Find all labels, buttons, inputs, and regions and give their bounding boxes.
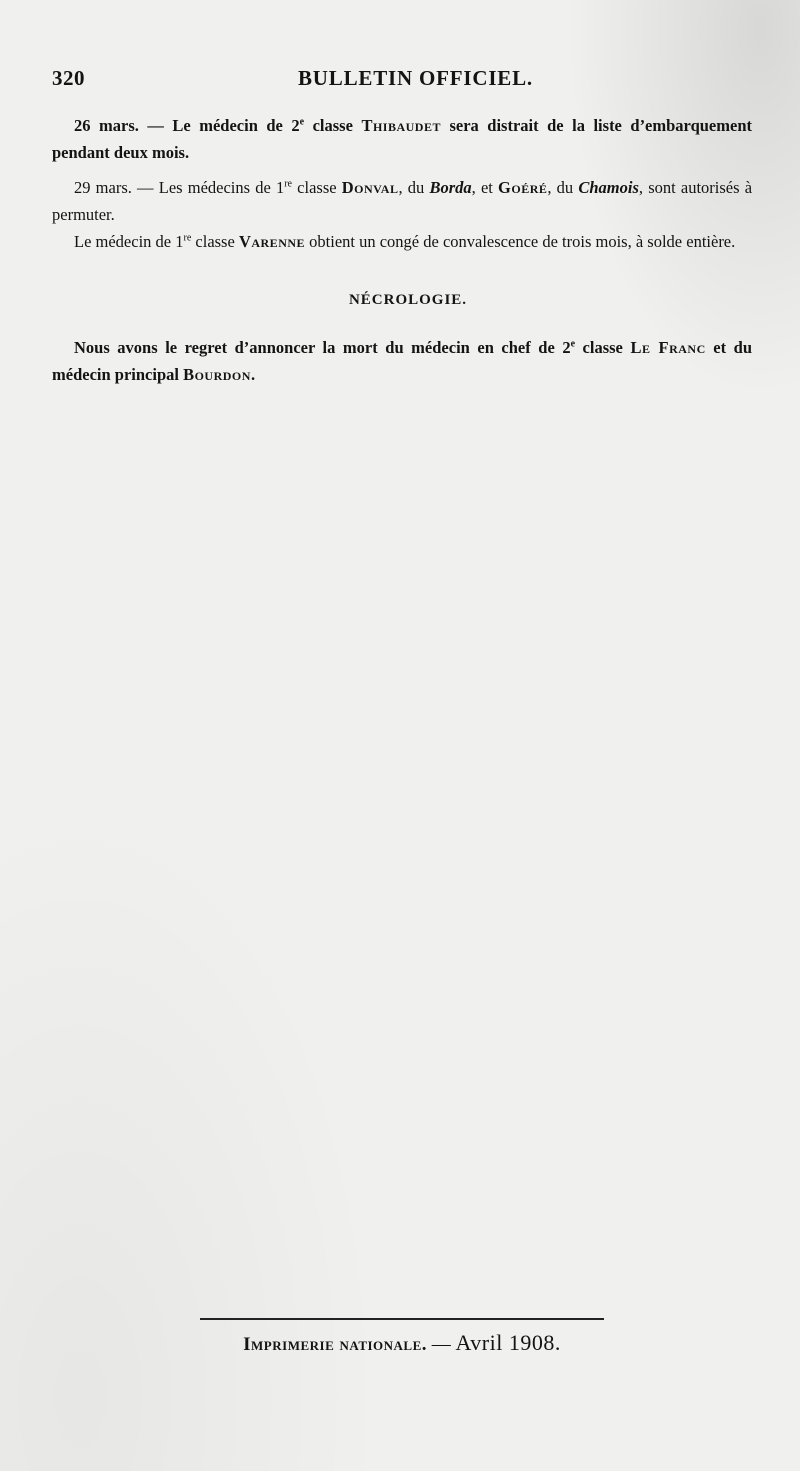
entry-text: obtient un congé de convalescence de trois mois, à solde entière. bbox=[305, 232, 736, 251]
ordinal-suffix: e bbox=[299, 116, 305, 128]
ordinal-suffix: re bbox=[284, 178, 292, 190]
ordinal-suffix: e bbox=[570, 338, 576, 350]
ship-name: Borda bbox=[429, 178, 472, 197]
footer-divider bbox=[200, 1318, 604, 1320]
entry-dash: — bbox=[131, 178, 159, 197]
person-name: Varenne bbox=[238, 232, 306, 251]
section-title-necrologie: NÉCROLOGIE. bbox=[348, 292, 468, 308]
running-title: BULLETIN OFFICIEL. bbox=[298, 66, 533, 90]
necrologie-text: classe bbox=[575, 338, 631, 357]
entry-text: classe bbox=[191, 232, 239, 251]
ship-name: Chamois bbox=[578, 178, 639, 197]
entry-date: 26 mars. bbox=[74, 116, 139, 135]
person-name: Thibaudet bbox=[361, 116, 441, 135]
document-body bbox=[52, 112, 752, 388]
entry-dash: — bbox=[138, 116, 173, 135]
ordinal-number: 1 bbox=[275, 178, 285, 197]
person-name: Le Franc bbox=[630, 338, 706, 357]
necrologie-text: et du médecin principal bbox=[52, 338, 752, 384]
person-name: Donval bbox=[341, 178, 399, 197]
entry-text: classe bbox=[292, 178, 342, 197]
necrologie-paragraph bbox=[52, 334, 752, 388]
entry-text: , du bbox=[547, 178, 579, 197]
entry-text: classe bbox=[304, 116, 362, 135]
entry-date: 29 mars. bbox=[74, 178, 132, 197]
entry-text: sera distrait de la liste d’embarquement pendant deux mois. bbox=[52, 116, 752, 162]
entry-26-mars bbox=[52, 112, 752, 166]
imprint-footer bbox=[200, 1330, 604, 1356]
entry-text: , du bbox=[398, 178, 430, 197]
page-number: 320 bbox=[52, 66, 85, 90]
entry-text: Le médecin de bbox=[74, 232, 176, 251]
entry-text: , sont autorisés à permuter. bbox=[52, 178, 753, 224]
entry-text: , et bbox=[471, 178, 499, 197]
ordinal-number: 2 bbox=[562, 338, 571, 357]
footer-dash: — bbox=[427, 1334, 456, 1355]
person-name: Bourdon bbox=[183, 365, 251, 384]
necrologie-text: . bbox=[250, 365, 256, 384]
entry-text: Les médecins de bbox=[158, 178, 276, 197]
necrologie-text: Nous avons le regret d’annoncer la mort du médecin en chef de bbox=[74, 338, 563, 357]
printer-name: Imprimerie nationale. bbox=[243, 1334, 428, 1355]
page-header bbox=[52, 66, 752, 98]
ordinal-suffix: re bbox=[183, 232, 192, 244]
ordinal-number: 1 bbox=[175, 232, 184, 251]
entry-text: Le médecin de bbox=[172, 116, 292, 135]
entry-varenne bbox=[52, 228, 752, 255]
ordinal-number: 2 bbox=[291, 116, 300, 135]
person-name: Goéré bbox=[498, 178, 548, 197]
print-date: Avril 1908. bbox=[455, 1330, 561, 1355]
entry-29-mars bbox=[52, 174, 752, 228]
